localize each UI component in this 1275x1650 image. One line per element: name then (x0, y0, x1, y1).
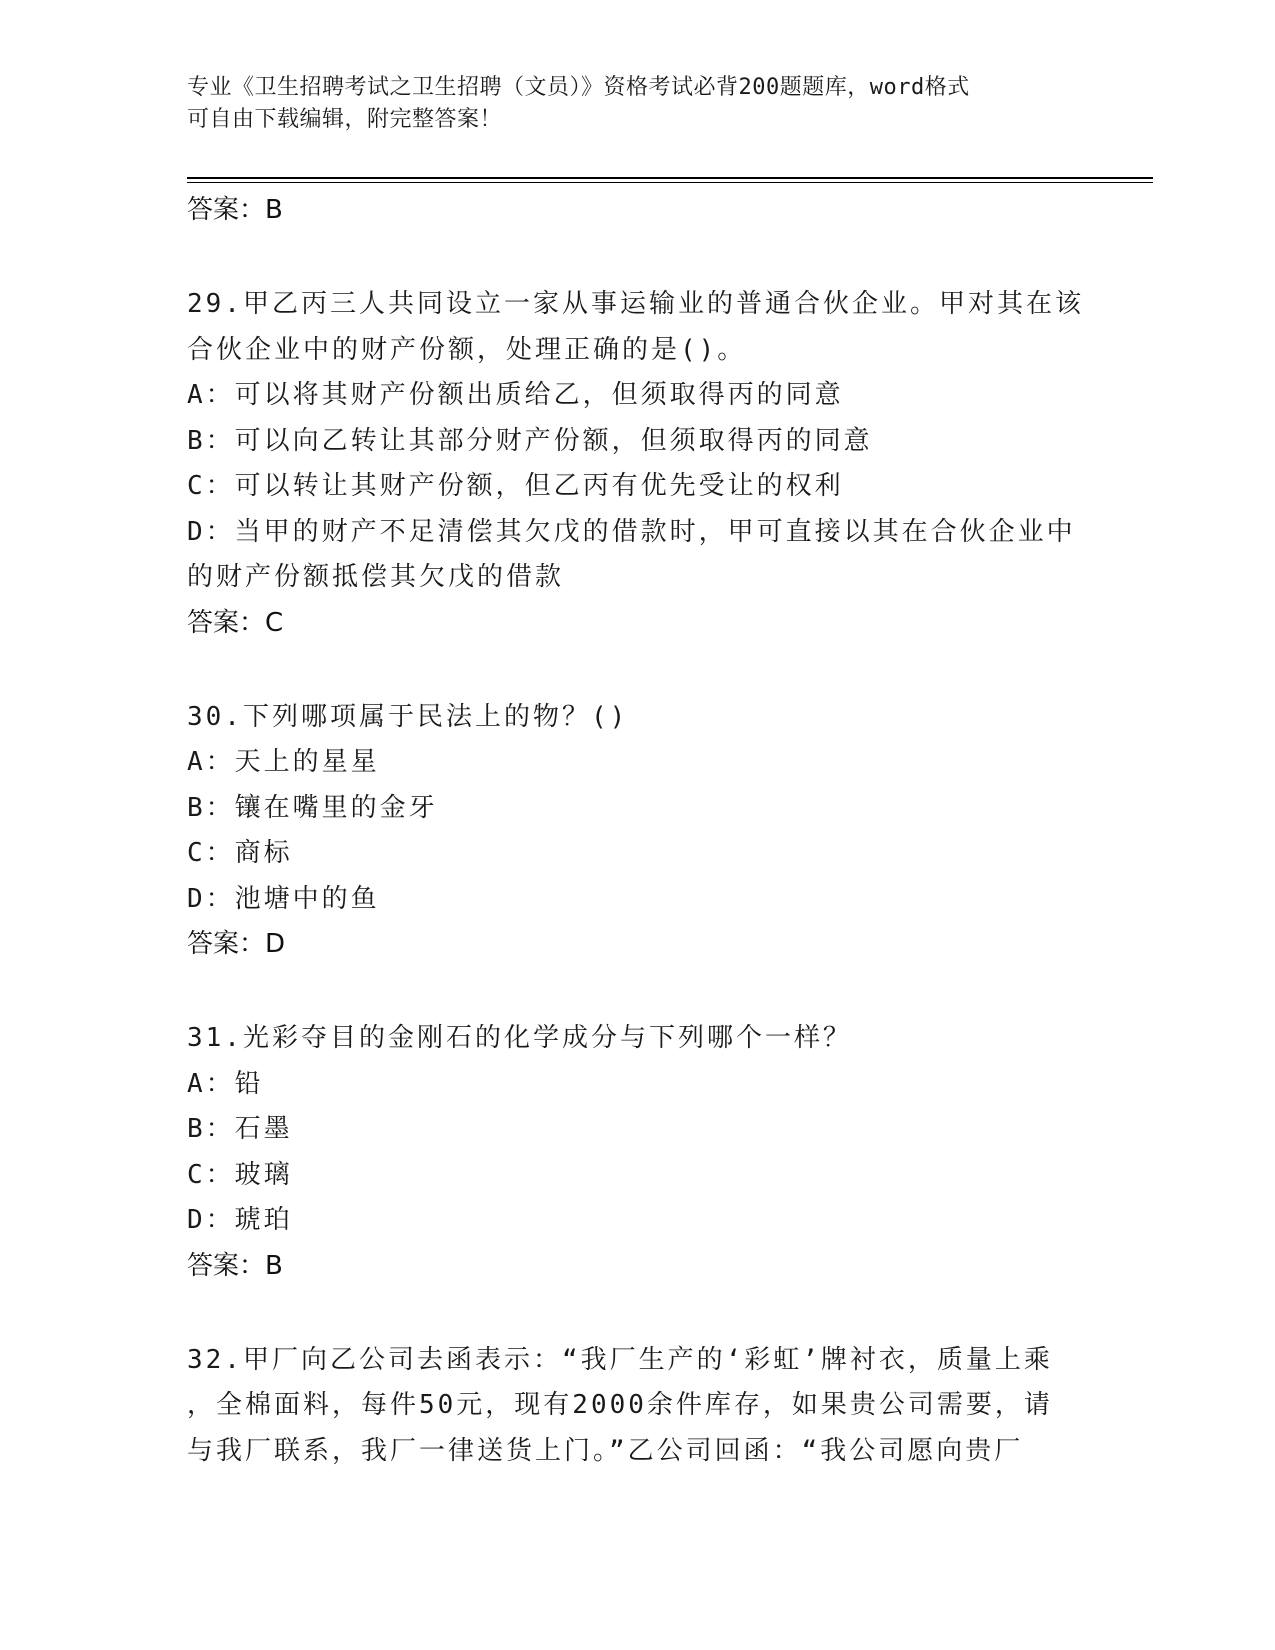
question-31 (187, 1016, 1087, 1286)
answer: 答案：B (187, 1250, 283, 1281)
previous-answer: 答案：B (187, 195, 283, 225)
answer: 答案：D (187, 929, 286, 959)
question-stem: 合伙企业中的财产份额，处理正确的是()。 (187, 334, 747, 365)
question-content (187, 190, 1087, 1474)
question-stem: 32.甲厂向乙公司去函表示：“我厂生产的‘彩虹’牌衬衣，质量上乘 (187, 1344, 1053, 1375)
header-line-2: 可自由下载编辑，附完整答案！ (187, 107, 503, 132)
question-32 (187, 1338, 1087, 1475)
option-b: B：可以向乙转让其部分财产份额，但须取得丙的同意 (187, 425, 873, 456)
option-d: 的财产份额抵偿其欠戊的借款 (187, 562, 565, 592)
option-d: D：当甲的财产不足清偿其欠戊的借款时，甲可直接以其在合伙企业中 (187, 516, 1076, 547)
option-d: D：琥珀 (187, 1205, 293, 1235)
option-c: C：可以转让其财产份额，但乙丙有优先受让的权利 (187, 471, 844, 501)
option-b: B：石墨 (187, 1114, 293, 1144)
option-a: A：天上的星星 (187, 747, 380, 777)
option-c: C：玻璃 (187, 1159, 293, 1190)
question-stem: 与我厂联系，我厂一律送货上门。”乙公司回函：“我公司愿向贵厂 (187, 1435, 1024, 1466)
option-c: C：商标 (187, 838, 293, 868)
header-rule-thick (187, 177, 1153, 179)
option-a: A：可以将其财产份额出质给乙，但须取得丙的同意 (187, 380, 844, 410)
question-stem: 31.光彩夺目的金刚石的化学成分与下列哪个一样？ (187, 1023, 852, 1053)
question-stem: 30.下列哪项属于民法上的物？() (187, 701, 629, 732)
answer: 答案：C (187, 607, 284, 638)
question-29 (187, 282, 1087, 643)
header-line-1: 专业《卫生招聘考试之卫生招聘（文员）》资格考试必背200题题库，word格式 (187, 75, 970, 100)
option-a: A：铅 (187, 1068, 264, 1099)
option-d: D：池塘中的鱼 (187, 883, 380, 914)
question-stem: ，全棉面料，每件50元，现有2000余件库存，如果贵公司需要，请 (187, 1390, 1053, 1420)
question-30 (187, 695, 1087, 965)
page-header (187, 72, 1087, 136)
option-b: B：镶在嘴里的金牙 (187, 792, 438, 823)
question-stem: 29.甲乙丙三人共同设立一家从事运输业的普通合伙企业。甲对其在该 (187, 289, 1084, 319)
header-rule-thin (187, 182, 1153, 183)
